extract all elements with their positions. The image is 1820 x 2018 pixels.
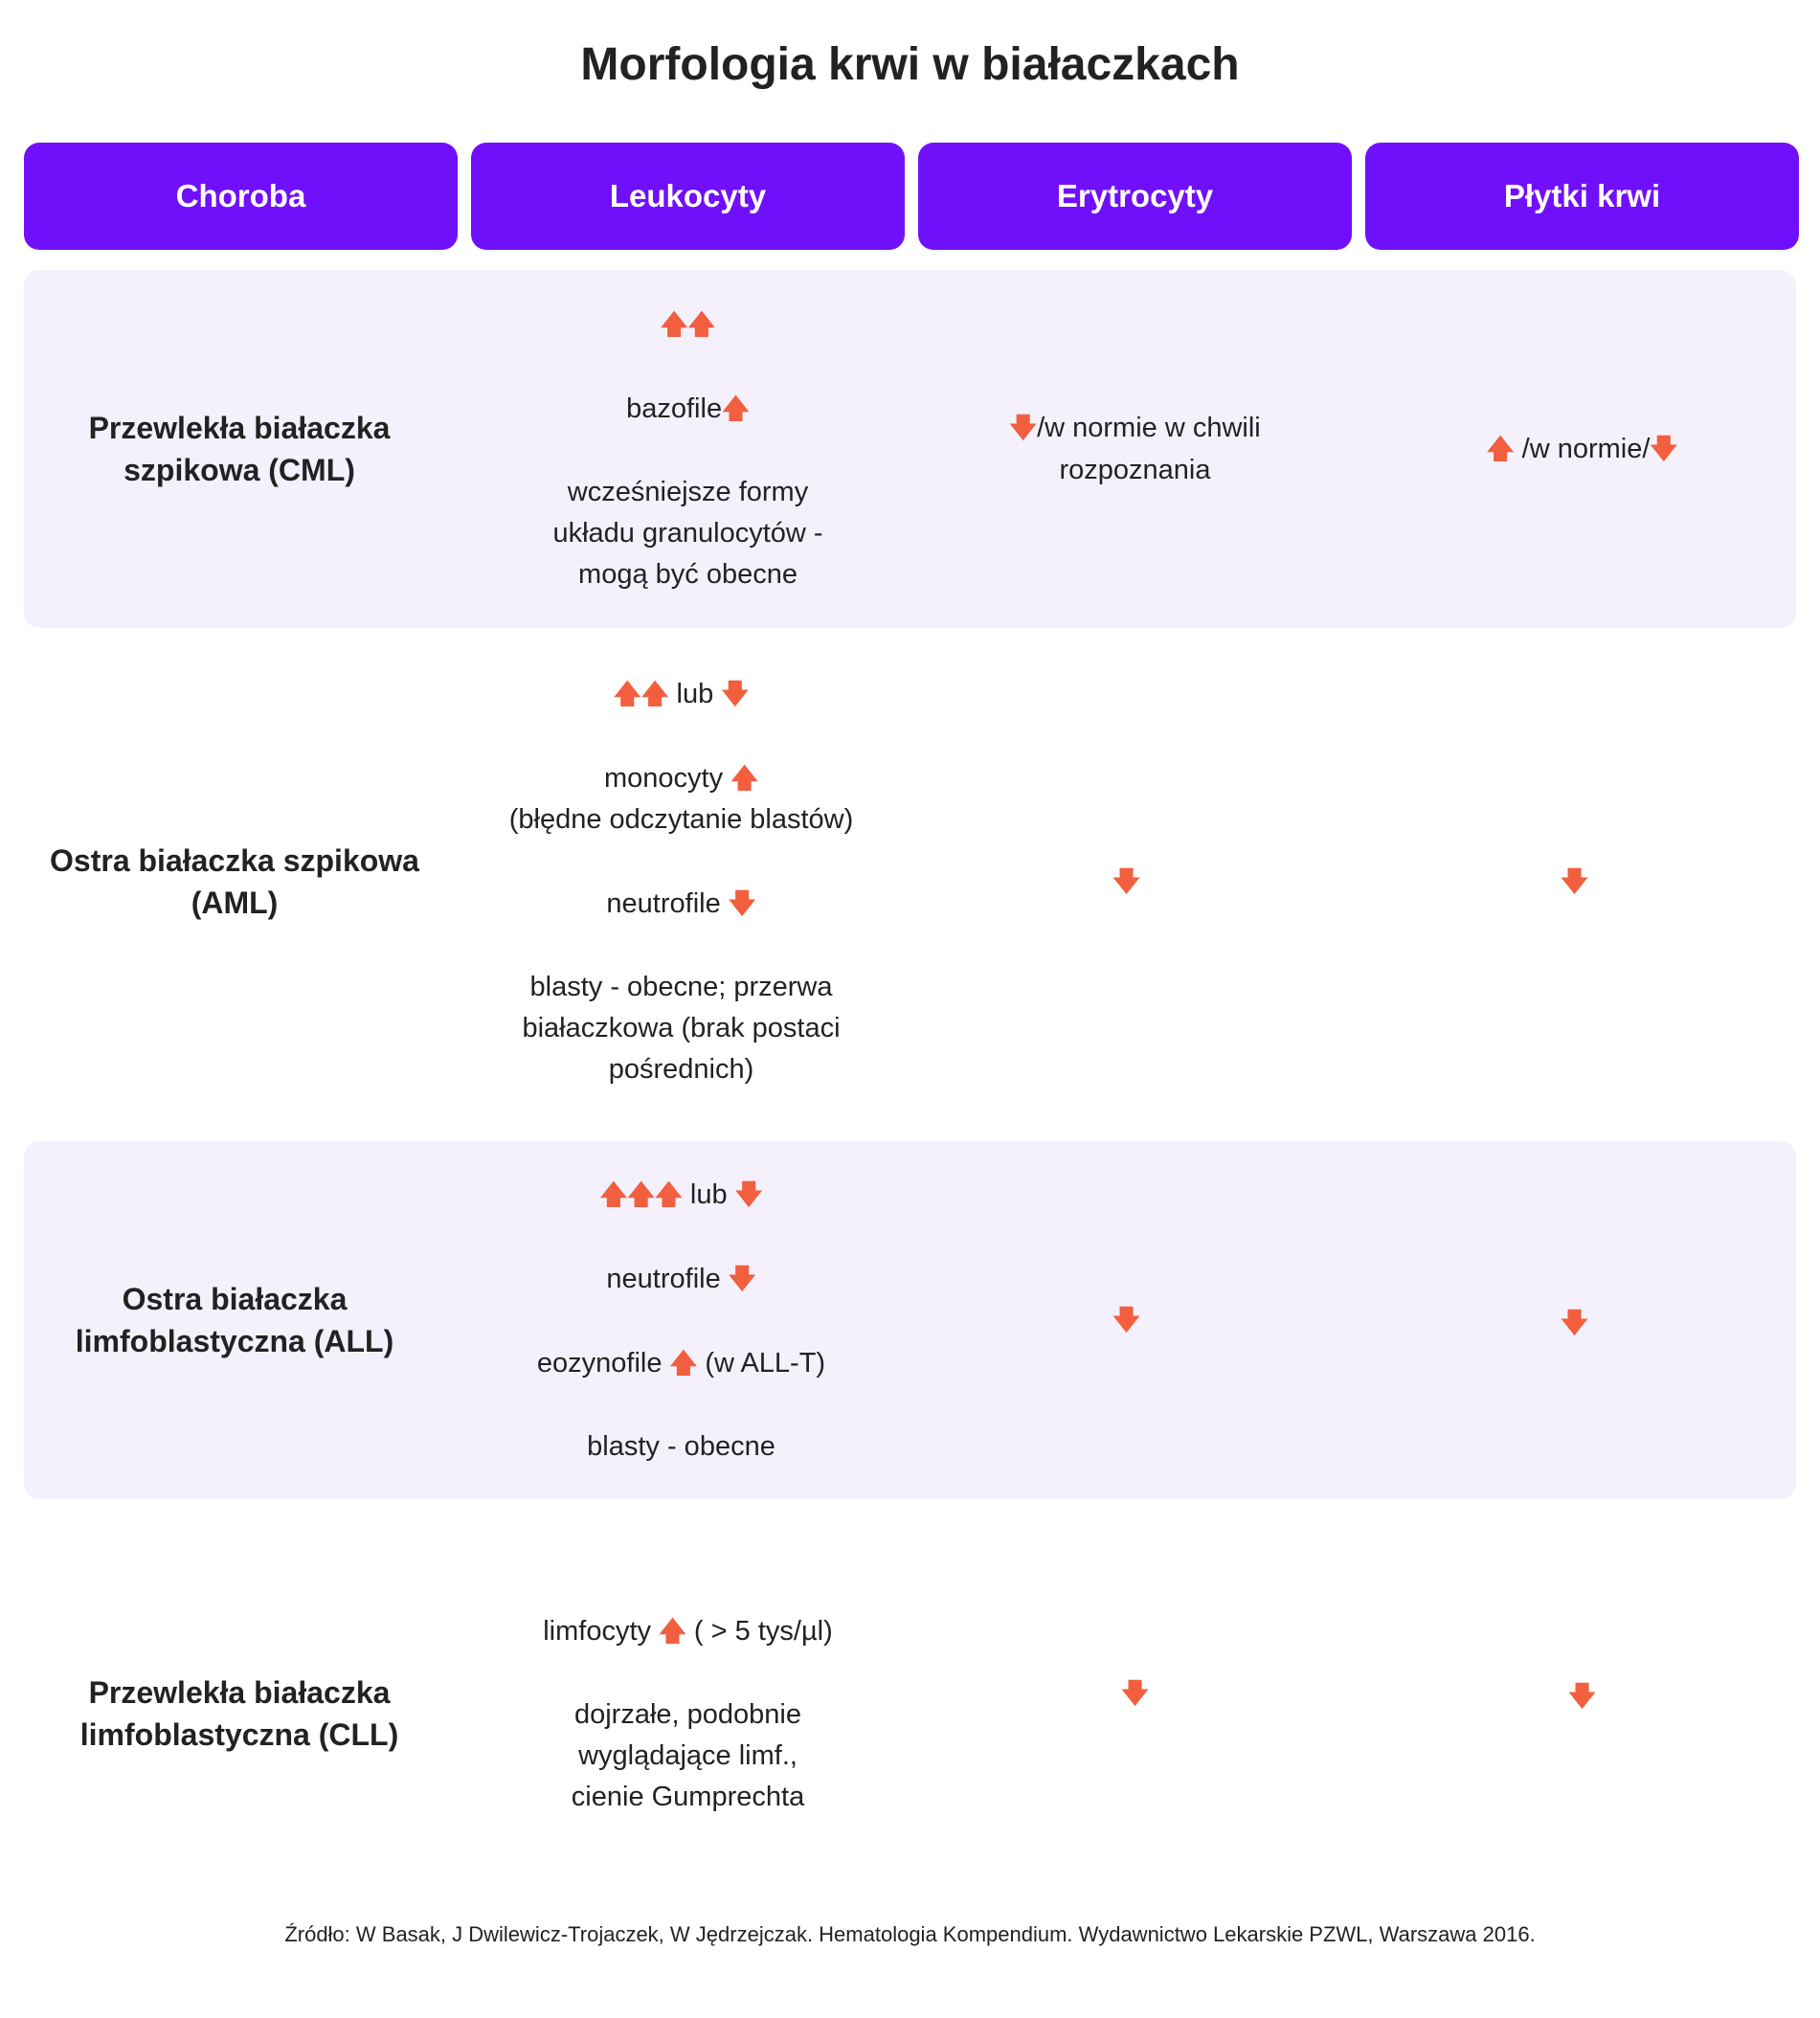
erythrocytes-aml	[910, 647, 1343, 1116]
arrow-up-icon: 🡅	[669, 1347, 698, 1378]
arrow-down-icon: 🡇	[1650, 434, 1678, 463]
platelets-text: /w normie/	[1514, 434, 1651, 464]
leukocytes-text: limfocyty	[543, 1615, 660, 1647]
leukocytes-text: neutrofile	[606, 1263, 729, 1294]
leukocytes-aml	[464, 647, 898, 1116]
arrow-down-icon: 🡇	[1112, 1305, 1140, 1334]
leukocytes-cml	[471, 270, 905, 628]
leukocytes-text: blasty - obecne	[587, 1430, 775, 1462]
arrow-up-icon: 🡅	[655, 1178, 683, 1209]
arrow-up-icon: 🡅🡅	[660, 308, 716, 339]
arrow-down-icon: 🡇	[1568, 1681, 1596, 1711]
arrow-down-icon: 🡇	[728, 888, 756, 918]
platelets-cml	[1365, 270, 1799, 628]
leukocytes-text: wcześniejsze formy układu granulocytów - mogą być obecne	[552, 476, 823, 590]
page-title: Morfologia krwi w białaczkach	[580, 39, 1240, 90]
leukocytes-text: bazofile	[626, 392, 723, 424]
leukocytes-text: (w ALL-T)	[697, 1347, 826, 1379]
arrow-down-icon: 🡇	[728, 1263, 756, 1293]
erythrocytes-cll	[918, 1532, 1352, 1855]
leukocytes-text: neutrofile	[606, 888, 729, 919]
disease-cll: Przewlekła białaczka limfoblastyczna (CLL)	[79, 1675, 399, 1752]
arrow-up-icon: 🡅	[613, 679, 641, 708]
arrow-up-icon: 🡅	[659, 1615, 686, 1646]
disease-cml: Przewlekła białaczka szpikowa (CML)	[88, 411, 391, 487]
header-platelets: Płytki krwi	[1365, 143, 1799, 250]
platelets-cll	[1365, 1532, 1799, 1861]
source-note: Źródło: W Basak, J Dwilewicz-Trojaczek, W Jędrzejczak. Hematologia Kompendium. Wydawnictwo Lekarskie PZWL, Warszawa 2016.	[284, 1922, 1536, 1946]
leukocytes-text: dojrzałe, podobnie wyglądające limf., cienie Gumprechta	[571, 1698, 805, 1812]
leukocytes-text: (błędne odczytanie blastów)	[508, 804, 854, 835]
arrow-up-icon: 🡅	[599, 1178, 628, 1209]
arrow-up-icon: 🡅	[730, 763, 758, 793]
arrow-down-icon: 🡇	[1009, 413, 1038, 442]
leukocytes-all	[464, 1141, 898, 1499]
arrow-down-icon: 🡇	[1112, 866, 1140, 896]
leukocytes-cll	[471, 1532, 905, 1895]
leukocytes-text: blasty - obecne; przerwa białaczkowa (brak postaci pośrednich)	[522, 972, 841, 1085]
arrow-down-icon: 🡇	[734, 1178, 763, 1209]
leukocytes-text: lub	[668, 679, 722, 709]
arrow-up-icon: 🡅	[722, 392, 750, 423]
arrow-down-icon: 🡇	[1121, 1678, 1149, 1708]
arrow-down-icon: 🡇	[721, 679, 750, 708]
leukocytes-text: eozynofile	[536, 1347, 670, 1379]
arrow-up-icon: 🡅	[1486, 434, 1515, 463]
arrow-down-icon: 🡇	[1561, 866, 1588, 896]
platelets-aml	[1358, 647, 1791, 1116]
platelets-all	[1358, 1141, 1791, 1505]
arrow-up-icon: 🡅	[640, 679, 669, 708]
erythrocytes-all	[910, 1141, 1343, 1499]
disease-all: Ostra białaczka limfoblastyczna (ALL)	[75, 1282, 394, 1358]
arrow-up-icon: 🡅	[627, 1178, 656, 1209]
leukocytes-text: monocyty	[604, 763, 731, 794]
leukocytes-text: lub	[682, 1178, 735, 1210]
erythrocytes-cml	[918, 270, 1352, 628]
header-disease: Choroba	[24, 143, 458, 250]
arrow-down-icon: 🡇	[1561, 1308, 1588, 1337]
erythrocytes-text: /w normie w chwili rozpoznania	[1037, 413, 1261, 485]
header-leukocytes: Leukocyty	[471, 143, 905, 250]
disease-aml: Ostra białaczka szpikowa (AML)	[50, 843, 419, 920]
leukocytes-text: ( > 5 tys/µl)	[685, 1615, 833, 1647]
header-erythrocytes: Erytrocyty	[918, 143, 1352, 250]
